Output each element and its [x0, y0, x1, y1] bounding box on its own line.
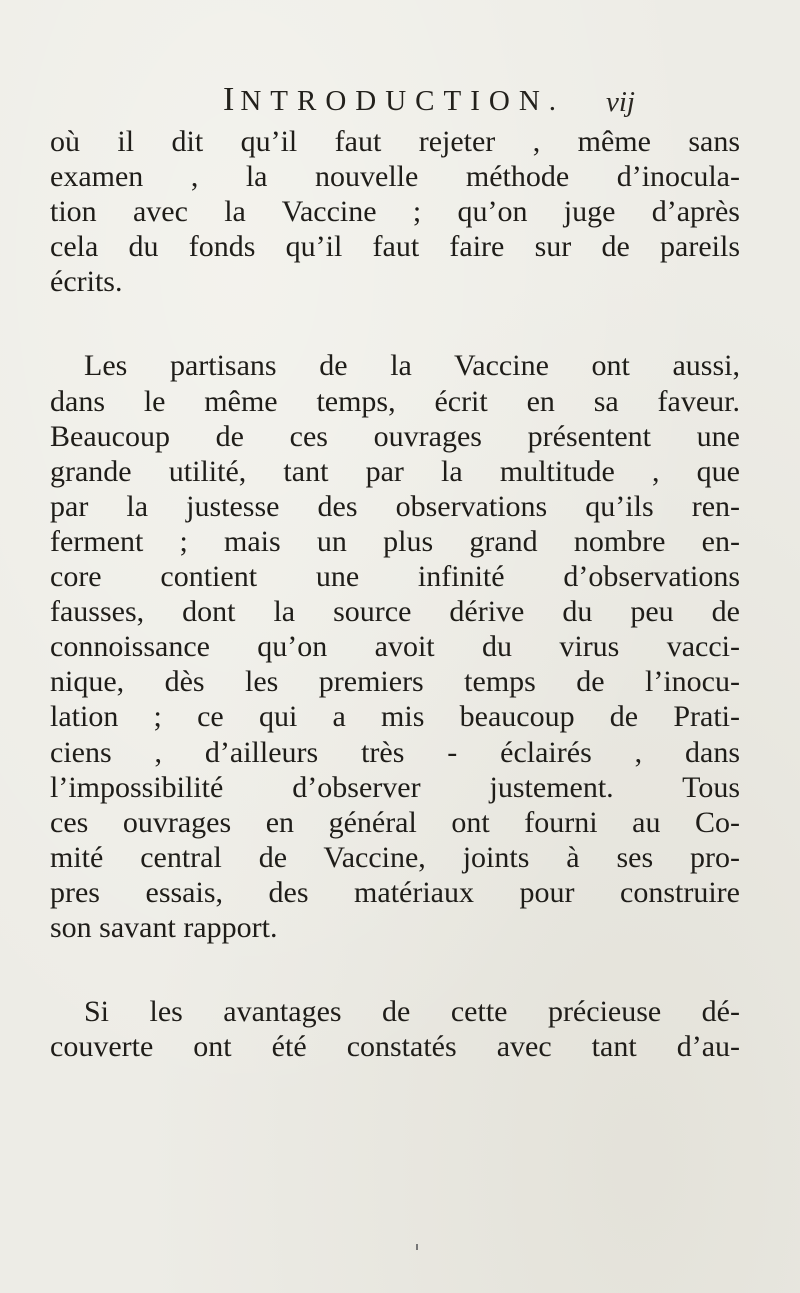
text-line: ces ouvrages en général ont fourni au Co- [50, 805, 740, 839]
text-line: Beaucoup de ces ouvrages présentent une [50, 419, 740, 453]
running-head [0, 80, 800, 120]
text-line: grande utilité, tant par la multitude , que [50, 454, 740, 488]
paragraph-gap [50, 945, 740, 994]
running-title-rest: NTRODUCTION. [240, 85, 566, 117]
text-line: par la justesse des observations qu’ils ren- [50, 489, 740, 523]
text-line: son savant rapport. [50, 910, 278, 944]
text-line: écrits. [50, 265, 123, 299]
text-line: connoissance qu’on avoit du virus vacci- [50, 630, 740, 664]
running-title [223, 80, 565, 121]
body-text [50, 124, 740, 1064]
paragraph-3 [50, 994, 740, 1064]
text-line: où il dit qu’il faut rejeter , même sans [50, 125, 740, 158]
text-line: dans le même temps, écrit en sa faveur. [50, 384, 740, 418]
paragraph-gap [50, 299, 740, 348]
text-line: core contient une infinité d’observations [50, 560, 740, 594]
page-number: vij [606, 86, 635, 118]
text-line: cela du fonds qu’il faut faire sur de pareils [50, 230, 740, 264]
text-line: examen , la nouvelle méthode d’inocula- [50, 160, 740, 194]
text-line: nique, dès les premiers temps de l’inocu- [50, 665, 740, 699]
text-line: lation ; ce qui a mis beaucoup de Prati- [50, 700, 740, 734]
text-line: Si les avantages de cette précieuse dé- [84, 995, 740, 1029]
text-line: pres essais, des matériaux pour construire [50, 875, 740, 909]
text-line: l’impossibilité d’observer justement. Tous [50, 770, 740, 804]
paragraph-1 [50, 124, 740, 299]
running-title-initial: I [223, 81, 241, 118]
paragraph-2 [50, 348, 740, 945]
text-line: tion avec la Vaccine ; qu’on juge d’après [50, 195, 740, 229]
text-line: couverte ont été constatés avec tant d’au- [50, 1030, 740, 1064]
text-line: ciens , d’ailleurs très - éclairés , dans [50, 735, 740, 769]
text-line: mité central de Vaccine, joints à ses pro- [50, 840, 740, 874]
text-line: fausses, dont la source dérive du peu de [50, 595, 740, 629]
text-line: ferment ; mais un plus grand nombre en- [50, 524, 740, 558]
text-line: Les partisans de la Vaccine ont aussi, [84, 349, 740, 383]
ink-speck [416, 1244, 418, 1250]
